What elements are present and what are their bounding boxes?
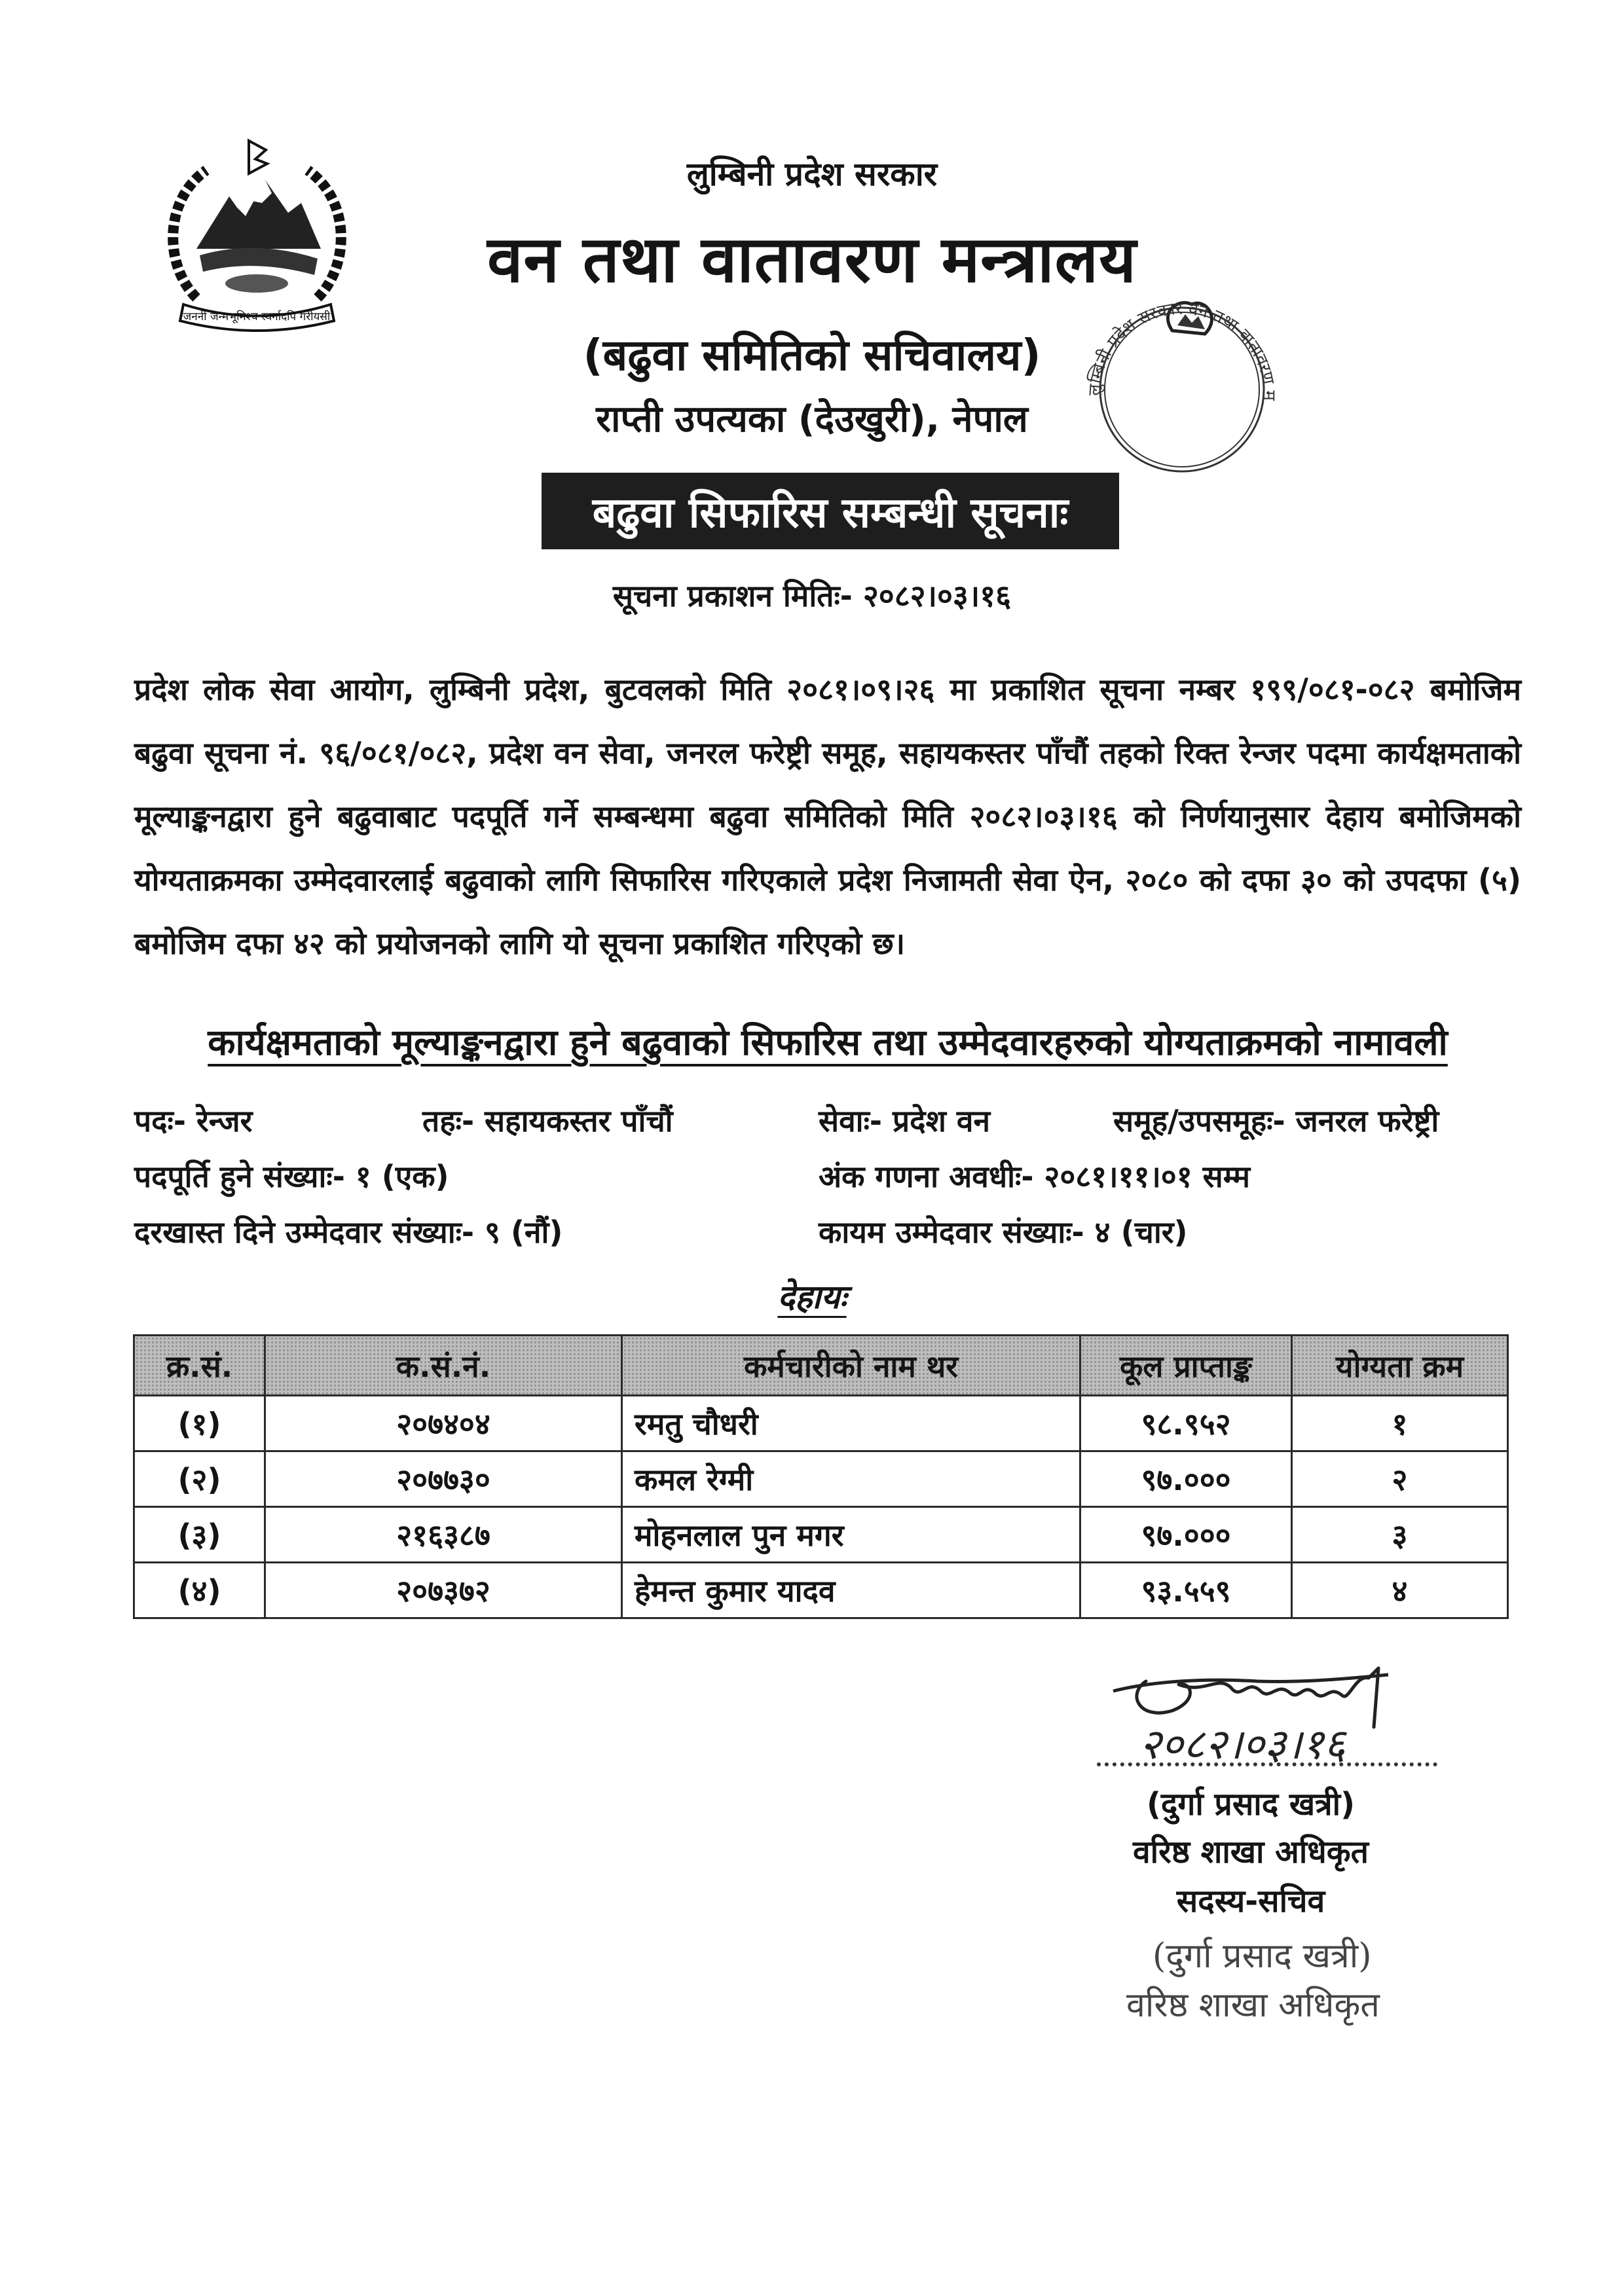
- publication-date: सूचना प्रकाशन मितिः- २०८२।०३।१६: [612, 578, 1012, 613]
- svg-text:लुम्बिनी प्रदेश सरकार वन तथा व: [1074, 298, 1279, 401]
- table-row: [134, 1396, 1508, 1451]
- svg-text:जननी जन्मभूमिश्च स्वर्गादपि गर: जननी जन्मभूमिश्च स्वर्गादपि गरीयसी: [183, 310, 331, 323]
- office-round-seal: [1074, 298, 1323, 494]
- signature-date: २०८२।०३।१६: [1139, 1721, 1346, 1769]
- group-field: समूह/उपसमूहः- जनरल फरेष्ट्री: [1113, 1103, 1439, 1139]
- employee-code-cell: २०७७३०: [265, 1451, 622, 1507]
- counting-period-field: अंक गणना अवधीः- २०८१।११।०१ सम्म: [819, 1159, 1251, 1194]
- vacancies-field: पदपूर्ति हुने संख्याः- १ (एक): [134, 1159, 449, 1194]
- serial-no-cell: (४): [134, 1563, 265, 1618]
- office-address: राप्ती उपत्यका (देउखुरी), नेपाल: [596, 398, 1028, 441]
- employee-name-cell: हेमन्त कुमार यादव: [622, 1563, 1080, 1618]
- signatory-name: (दुर्गा प्रसाद खत्री): [1146, 1786, 1356, 1823]
- total-score-cell: ९८.९५२: [1080, 1396, 1292, 1451]
- table-row: [134, 1563, 1508, 1618]
- level-field: तहः- सहायकस्तर पाँचौं: [422, 1103, 673, 1139]
- applicants-field: दरखास्त दिने उम्मेदवार संख्याः- ९ (नौं): [134, 1214, 563, 1250]
- secretariat-name: (बढुवा समितिको सचिवालय): [583, 330, 1041, 380]
- total-score-cell: ९७.०००: [1080, 1451, 1292, 1507]
- name-stamp: (दुर्गा प्रसाद खत्री): [1153, 1937, 1372, 1976]
- total-score-cell: ९७.०००: [1080, 1507, 1292, 1563]
- notice-body-paragraph: प्रदेश लोक सेवा आयोग, लुम्बिनी प्रदेश, बुटवलको मिति २०८१।०९।२६ मा प्रकाशित सूचना नम्बर १९९/०८१-०८२ बमोजिम बढुवा सूचना नं. ९६/०८१/०८२, प्रदेश वन सेवा, जनरल फरेष्ट्री समूह, सहायकस्तर पाँचौं तहको रिक्त रेन्जर पदमा कार्यक्षमताको मूल्याङ्कनद्वारा हुने बढुवाबाट पदपूर्ति गर्ने सम्बन्धमा बढुवा समितिको मिति २०८२।०३।१६ को निर्णयानुसार देहाय बमोजिमको योग्यताक्रमका उम्मेदवारलाई बढुवाको लागि सिफारिस गरिएकाले प्रदेश निजामती सेवा ऐन, २०८० को दफा ३० को उपदफा (५) बमोजिम दफा ४२ को प्रयोजनको लागि यो सूचना प्रकाशित गरिएको छ।: [134, 672, 1521, 961]
- signatory-designation: वरिष्ठ शाखा अधिकृत: [1132, 1834, 1369, 1870]
- header-serial-no: क्र.सं.: [134, 1336, 265, 1396]
- signatory-role: सदस्य-सचिव: [1176, 1883, 1325, 1920]
- ministry-name: वन तथा वातावरण मन्त्रालय: [487, 223, 1137, 297]
- table-row: [134, 1451, 1508, 1507]
- signature-dotted-line: [1097, 1762, 1437, 1766]
- serial-no-cell: (३): [134, 1507, 265, 1563]
- table-header-row: [134, 1336, 1508, 1396]
- header-merit-rank: योग्यता क्रम: [1292, 1336, 1508, 1396]
- notice-title: बढुवा सिफारिस सम्बन्धी सूचनाः: [542, 473, 1119, 549]
- employee-code-cell: २१६३८७: [265, 1507, 622, 1563]
- service-field: सेवाः- प्रदेश वन: [819, 1103, 990, 1139]
- employee-code-cell: २०७४०४: [265, 1396, 622, 1451]
- employee-name-cell: रमतु चौधरी: [622, 1396, 1080, 1451]
- candidate-ranking-table: [133, 1334, 1509, 1619]
- merit-rank-cell: १: [1292, 1396, 1508, 1451]
- post-field: पदः- रेन्जर: [134, 1103, 253, 1139]
- employee-code-cell: २०७३७२: [265, 1563, 622, 1618]
- merit-rank-cell: ३: [1292, 1507, 1508, 1563]
- seal-text: लुम्बिनी प्रदेश सरकार वन तथा वातावरण म: [1084, 299, 1280, 401]
- list-heading: कार्यक्षमताको मूल्याङ्कनद्वारा हुने बढुवाको सिफारिस तथा उम्मेदवारहरुको योग्यताक्रमको नामावली: [208, 1021, 1448, 1063]
- employee-name-cell: मोहनलाल पुन मगर: [622, 1507, 1080, 1563]
- province-government-name: लुम्बिनी प्रदेश सरकार: [686, 155, 938, 193]
- total-score-cell: ९३.५५९: [1080, 1563, 1292, 1618]
- employee-name-cell: कमल रेग्मी: [622, 1451, 1080, 1507]
- serial-no-cell: (२): [134, 1451, 265, 1507]
- designation-stamp: वरिष्ठ शाखा अधिकृत: [1126, 1986, 1380, 2025]
- header-total-score: कूल प्राप्ताङ्क: [1080, 1336, 1292, 1396]
- merit-rank-cell: २: [1292, 1451, 1508, 1507]
- merit-rank-cell: ४: [1292, 1563, 1508, 1618]
- table-row: [134, 1507, 1508, 1563]
- dehaya-label: देहायः: [777, 1278, 847, 1316]
- header-employee-code: क.सं.नं.: [265, 1336, 622, 1396]
- header-employee-name: कर्मचारीको नाम थर: [622, 1336, 1080, 1396]
- qualified-candidates-field: कायम उम्मेदवार संख्याः- ४ (चार): [819, 1214, 1188, 1250]
- serial-no-cell: (१): [134, 1396, 265, 1451]
